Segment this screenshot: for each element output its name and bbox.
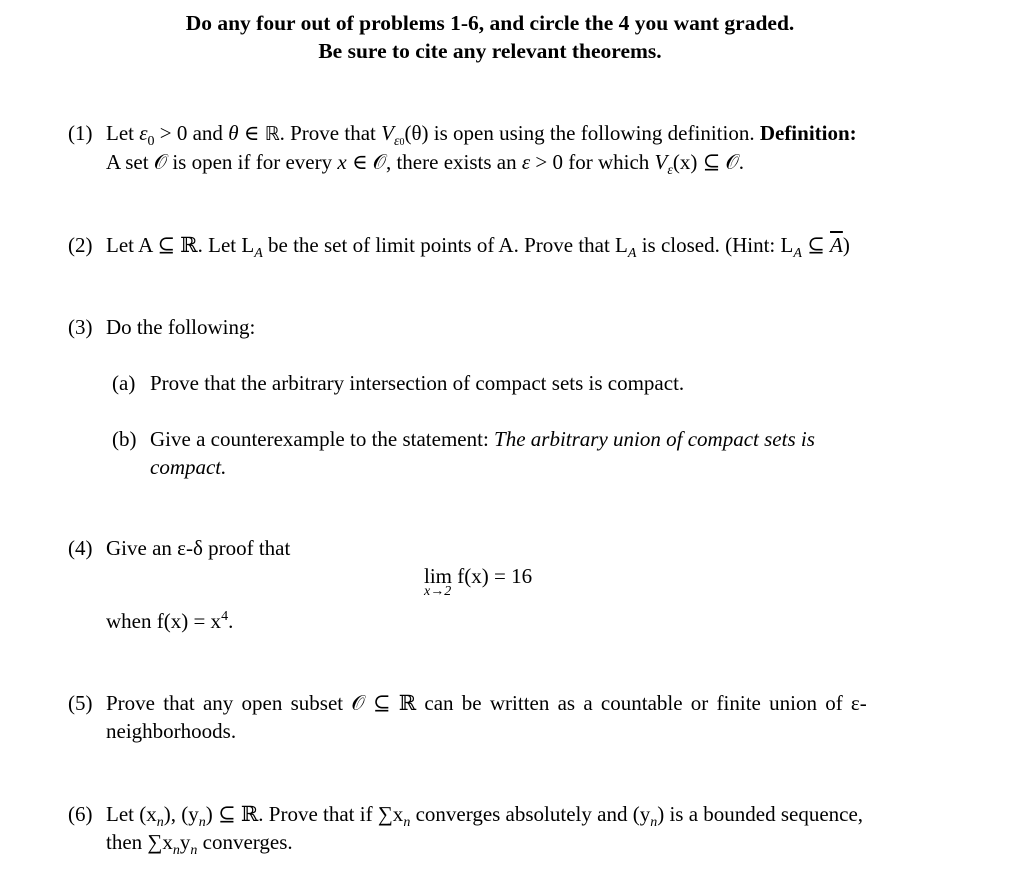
problem-3a-text: Prove that the arbitrary intersection of compact sets is compact.	[150, 371, 685, 395]
subproblem-label: (b)	[112, 427, 137, 451]
problem-4-text: Give an ε-δ proof that	[106, 536, 291, 560]
problem-5	[68, 689, 953, 745]
problem-1	[68, 119, 953, 179]
problem-number: (1)	[68, 121, 93, 145]
problem-6-line-2: then $\sum x_ny_n$ converges.	[106, 830, 293, 859]
problem-5-line-1: Prove that any open subset 𝒪 ⊆ ℝ can be written as a countable or finite union of ε-	[106, 691, 867, 715]
limit-expression: lim x→2 f(x) = 16	[424, 564, 533, 599]
problem-2	[68, 231, 953, 262]
subproblem-label: (a)	[112, 371, 136, 395]
problem-number: (6)	[68, 802, 93, 826]
problem-number: (4)	[68, 536, 93, 560]
problem-4	[68, 534, 953, 562]
instructions-line-1: Do any four out of problems 1-6, and circle the 4 you want graded.	[185, 11, 795, 35]
problem-1-line-1: Let $\varepsilon_0 > 0$ and θ ∈ ℝ. Prove that $V_{\varepsilon 0}(\theta)$ is open using the following definition. Definition:	[106, 121, 857, 150]
problem-3b-line-1: Give a counterexample to the statement: The arbitrary union of compact sets is	[150, 427, 815, 451]
problem-6	[68, 800, 953, 859]
problem-3b-line-2: compact.	[150, 455, 227, 479]
problem-6-line-1: Let $(x_n)$, $(y_n)$ ⊆ ℝ. Prove that if $\sum x_n$ converges absolutely and $(y_n)$ is a bounded sequence,	[106, 802, 864, 831]
problem-number: (3)	[68, 315, 93, 339]
problem-3-text: Do the following:	[106, 315, 256, 339]
instructions-line-2: Be sure to cite any relevant theorems.	[318, 39, 662, 63]
problem-3	[68, 313, 953, 341]
problem-3a	[112, 369, 912, 397]
problem-number: (5)	[68, 691, 93, 715]
problem-3b	[112, 425, 912, 481]
problem-number: (2)	[68, 233, 93, 257]
definition-label: Definition:	[759, 121, 857, 145]
function-definition: when $f(x) = x^4$.	[106, 609, 234, 633]
problem-1-line-2: A set 𝒪 is open if for every x ∈ 𝒪, there exists an ε > 0 for which $V_\varepsilon(x)$ ⊆ 𝒪.	[106, 150, 744, 179]
problem-2-text: Let A ⊆ ℝ. Let $L_A$ be the set of limit points of A. Prove that $L_A$ is closed. (Hint: $L_A$ ⊆ $\overline{A}$)	[106, 233, 850, 262]
problem-5-line-2: neighborhoods.	[106, 719, 237, 743]
